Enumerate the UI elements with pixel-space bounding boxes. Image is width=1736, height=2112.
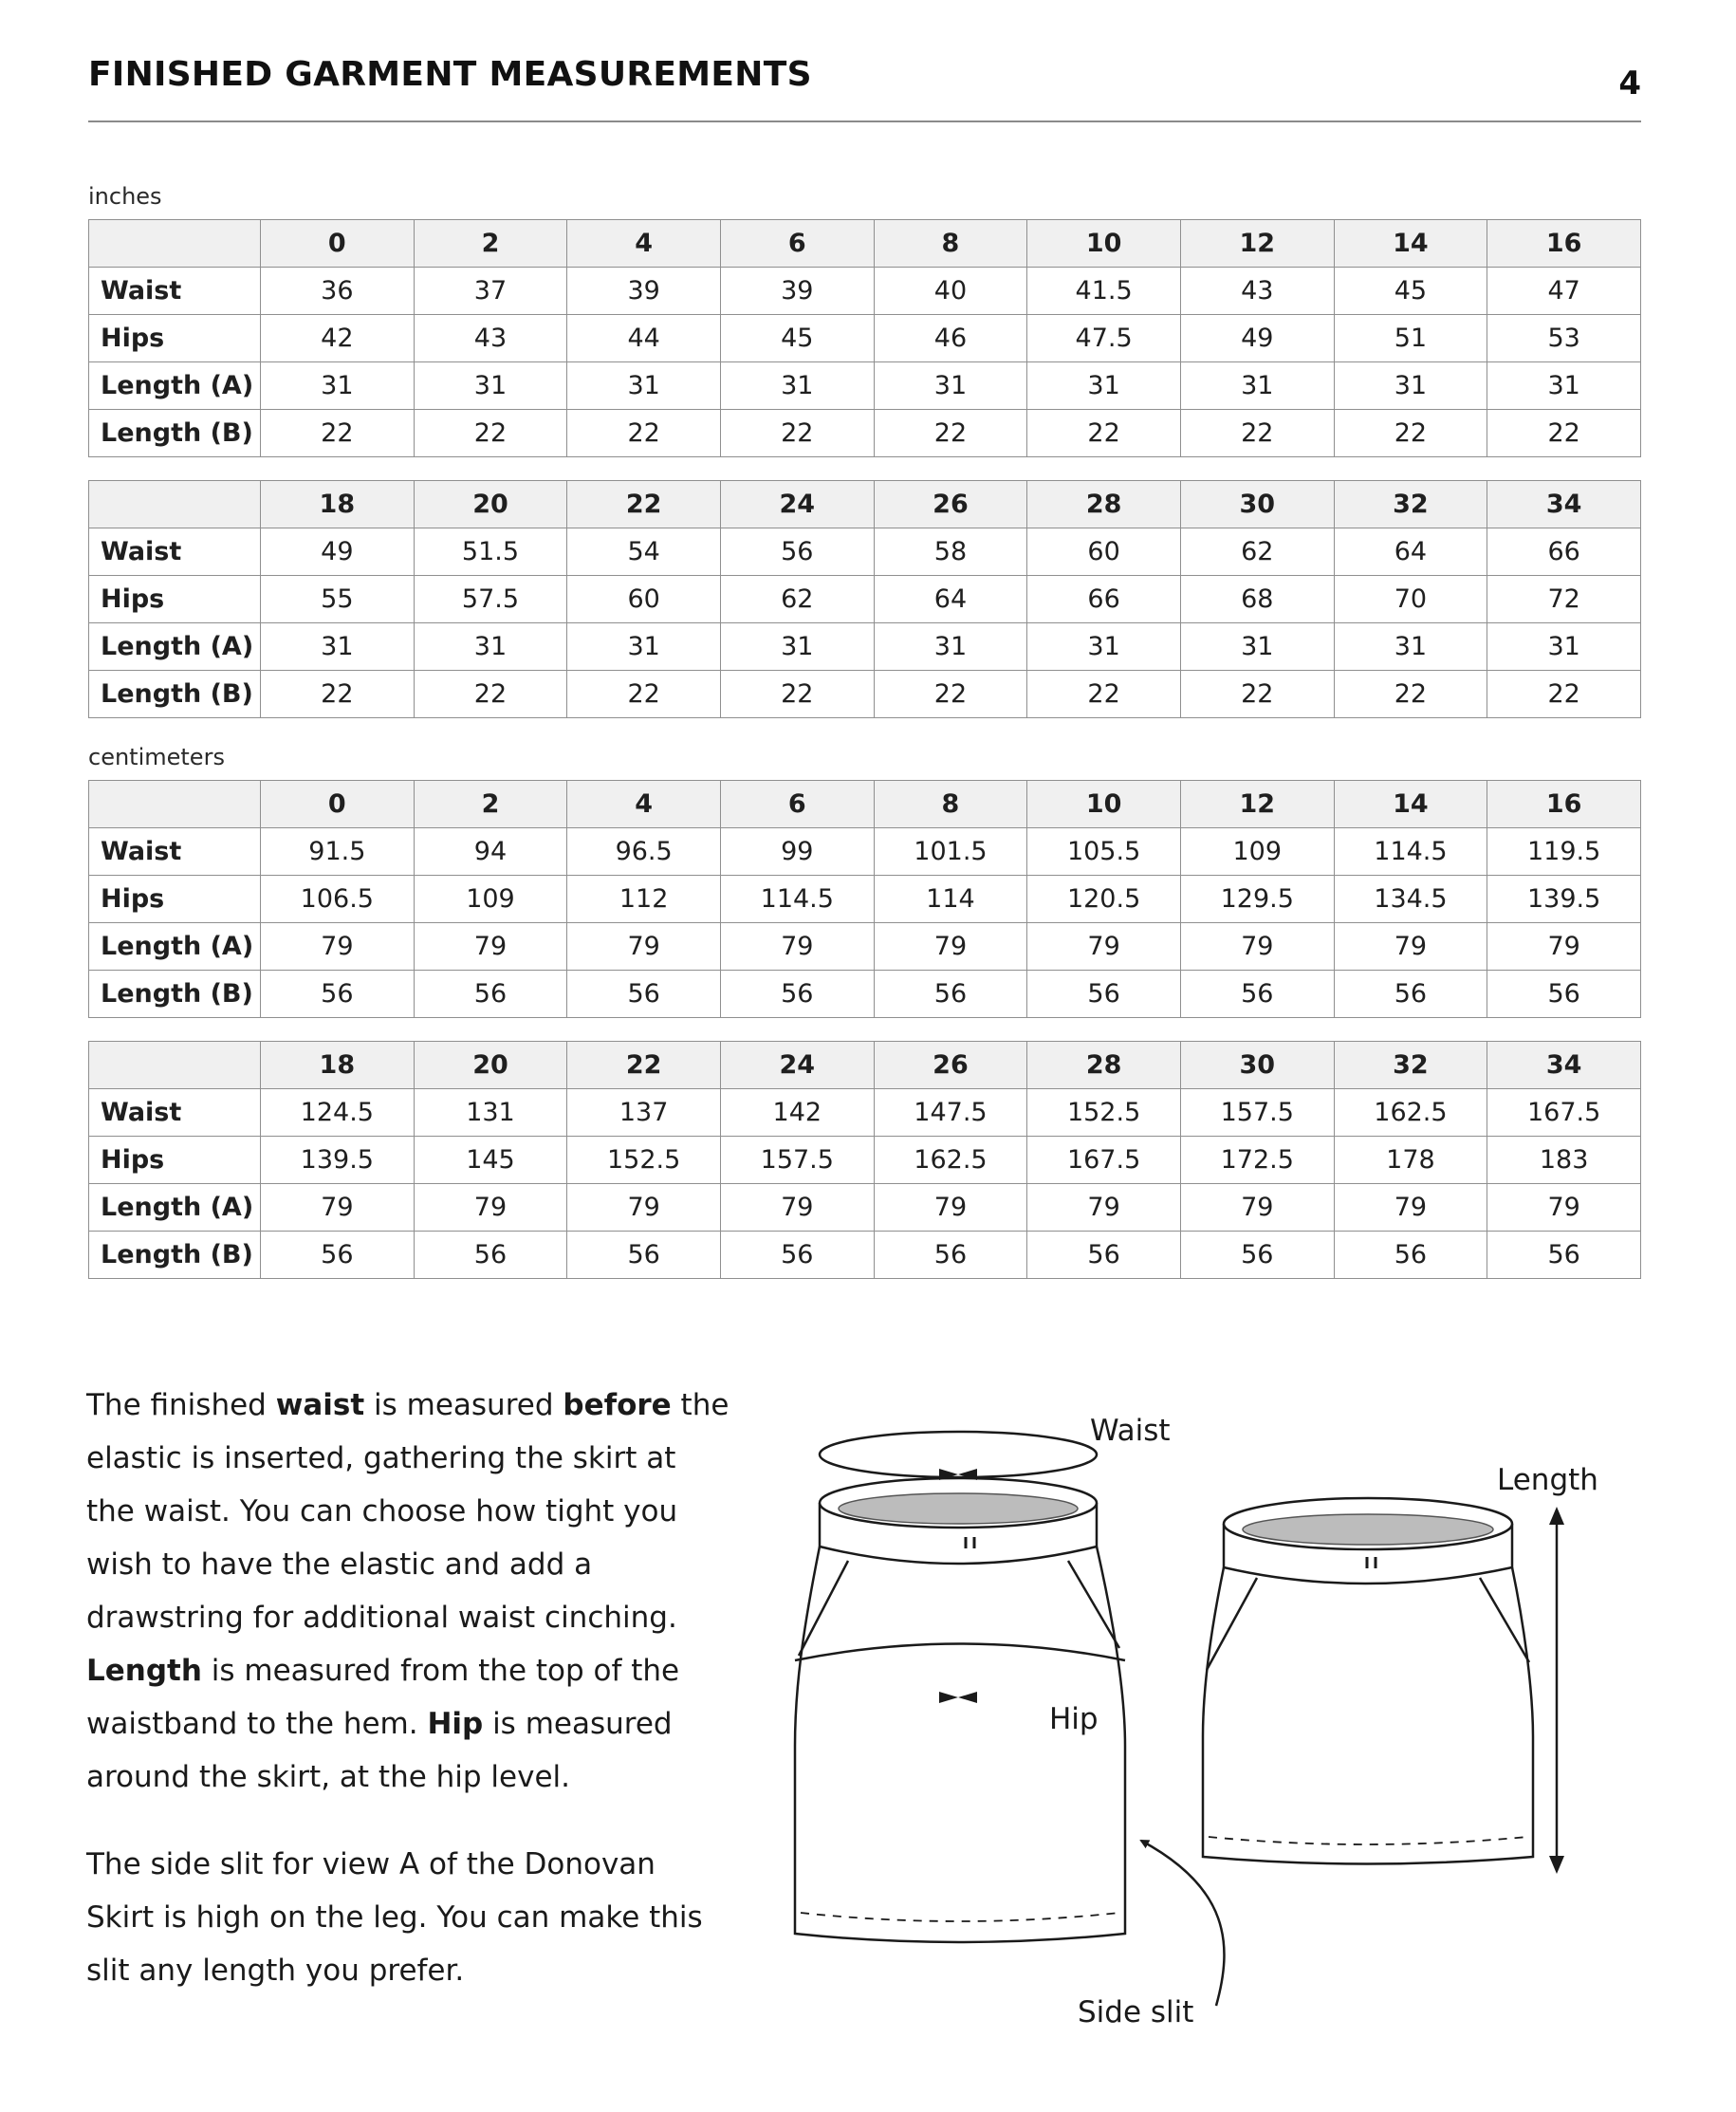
- size-header-cell: 14: [1334, 781, 1487, 828]
- measurement-cell: 79: [261, 1184, 415, 1232]
- measurement-cell: 157.5: [720, 1137, 874, 1184]
- size-header-cell: 30: [1180, 481, 1334, 528]
- measurement-cell: 49: [1180, 315, 1334, 362]
- measurement-cell: 142: [720, 1089, 874, 1137]
- measurement-cell: 44: [567, 315, 721, 362]
- text-run: is measured from the top of the waistband to the hem.: [86, 1654, 680, 1741]
- measurement-cell: 152.5: [1027, 1089, 1181, 1137]
- size-header-cell: 12: [1180, 220, 1334, 268]
- measurement-cell: 114: [874, 876, 1027, 923]
- measurement-cell: 56: [261, 971, 415, 1018]
- text-run: is measured: [364, 1388, 563, 1422]
- size-header-cell: 8: [874, 781, 1027, 828]
- measurement-cell: 114.5: [1334, 828, 1487, 876]
- measurement-cell: 79: [1027, 1184, 1181, 1232]
- measurement-cell: 94: [414, 828, 567, 876]
- measurement-cell: 145: [414, 1137, 567, 1184]
- measurement-cell: 45: [1334, 268, 1487, 315]
- measurement-cell: 109: [414, 876, 567, 923]
- page-title: FINISHED GARMENT MEASUREMENTS: [88, 55, 812, 94]
- measurement-cell: 139.5: [1487, 876, 1641, 923]
- size-header-cell: 4: [567, 220, 721, 268]
- measurement-cell: 139.5: [261, 1137, 415, 1184]
- measurement-cell: 22: [261, 410, 415, 457]
- measurement-cell: 56: [1180, 971, 1334, 1018]
- size-header-cell: 32: [1334, 481, 1487, 528]
- measurement-cell: 43: [1180, 268, 1334, 315]
- size-header-cell: 28: [1027, 481, 1181, 528]
- measurement-cell: 51.5: [414, 528, 567, 576]
- size-header-cell: 18: [261, 481, 415, 528]
- size-header-cell: 10: [1027, 220, 1181, 268]
- side-slit-arrow: [1141, 1841, 1224, 2006]
- measurement-cell: 60: [567, 576, 721, 623]
- measurement-cell: 79: [261, 923, 415, 971]
- measurement-cell: 91.5: [261, 828, 415, 876]
- size-header-cell: 8: [874, 220, 1027, 268]
- measurement-cell: 22: [414, 671, 567, 718]
- measurement-cell: 114.5: [720, 876, 874, 923]
- measurement-cell: 79: [567, 1184, 721, 1232]
- measurement-cell: 31: [1027, 362, 1181, 410]
- measurement-cell: 56: [874, 971, 1027, 1018]
- measurement-cell: 39: [720, 268, 874, 315]
- size-header-cell: 24: [720, 1042, 874, 1089]
- measurement-cell: 64: [1334, 528, 1487, 576]
- size-header-cell: 32: [1334, 1042, 1487, 1089]
- row-label: Length (A): [89, 623, 261, 671]
- hip-label: Hip: [1049, 1702, 1099, 1736]
- measurement-cell: 56: [720, 1232, 874, 1279]
- measurement-cell: 22: [1334, 410, 1487, 457]
- measurement-cell: 54: [567, 528, 721, 576]
- size-header-cell: 10: [1027, 781, 1181, 828]
- size-header-cell: 24: [720, 481, 874, 528]
- measurement-cell: 43: [414, 315, 567, 362]
- measurement-cell: 124.5: [261, 1089, 415, 1137]
- measurement-cell: 152.5: [567, 1137, 721, 1184]
- row-label: Length (B): [89, 671, 261, 718]
- measurement-cell: 162.5: [1334, 1089, 1487, 1137]
- measurement-cell: 79: [1180, 1184, 1334, 1232]
- measurement-cell: 79: [1487, 1184, 1641, 1232]
- measurement-cell: 56: [1027, 1232, 1181, 1279]
- measurement-cell: 57.5: [414, 576, 567, 623]
- size-header-cell: 22: [567, 481, 721, 528]
- measurement-cell: 31: [1027, 623, 1181, 671]
- measurement-cell: 31: [567, 362, 721, 410]
- size-header-cell: 2: [414, 220, 567, 268]
- size-header-cell: 12: [1180, 781, 1334, 828]
- measurement-cell: 56: [1027, 971, 1181, 1018]
- measurement-cell: 79: [567, 923, 721, 971]
- measurement-cell: 22: [567, 671, 721, 718]
- measurement-cell: 162.5: [874, 1137, 1027, 1184]
- measurement-cell: 56: [1334, 1232, 1487, 1279]
- measurement-cell: 36: [261, 268, 415, 315]
- measurement-cell: 79: [1180, 923, 1334, 971]
- measurement-cell: 79: [874, 1184, 1027, 1232]
- size-header-cell: 26: [874, 1042, 1027, 1089]
- text-run: The finished: [86, 1388, 276, 1422]
- measurement-cell: 79: [1334, 923, 1487, 971]
- measurement-cell: 22: [1180, 671, 1334, 718]
- row-label: Length (A): [89, 923, 261, 971]
- measurement-cell: 22: [1487, 671, 1641, 718]
- row-label: Length (B): [89, 410, 261, 457]
- size-header-cell: 20: [414, 1042, 567, 1089]
- measurement-cell: 55: [261, 576, 415, 623]
- measurement-cell: 22: [414, 410, 567, 457]
- measurement-cell: 22: [261, 671, 415, 718]
- size-header-cell: 34: [1487, 481, 1641, 528]
- size-header-cell: 18: [261, 1042, 415, 1089]
- measurement-cell: 56: [1334, 971, 1487, 1018]
- size-header-cell: 16: [1487, 220, 1641, 268]
- size-header-cell: 0: [261, 781, 415, 828]
- unit-label-inches: inches: [88, 183, 162, 210]
- skirt-view-a-illustration: [795, 1432, 1125, 1942]
- measurement-cell: 31: [1180, 362, 1334, 410]
- hip-arrows: [939, 1692, 977, 1703]
- measurement-cell: 22: [720, 671, 874, 718]
- measurement-cell: 56: [720, 528, 874, 576]
- measurement-cell: 22: [1180, 410, 1334, 457]
- row-label: Length (B): [89, 971, 261, 1018]
- measurement-cell: 112: [567, 876, 721, 923]
- measurement-cell: 64: [874, 576, 1027, 623]
- measurement-cell: 109: [1180, 828, 1334, 876]
- measurement-cell: 22: [1334, 671, 1487, 718]
- measurement-cell: 31: [874, 362, 1027, 410]
- measurement-cell: 72: [1487, 576, 1641, 623]
- measurement-cell: 40: [874, 268, 1027, 315]
- measurement-cell: 56: [1487, 1232, 1641, 1279]
- size-header-cell: 6: [720, 220, 874, 268]
- measurement-cell: 137: [567, 1089, 721, 1137]
- measurement-cell: 39: [567, 268, 721, 315]
- measurement-cell: 79: [1334, 1184, 1487, 1232]
- measurement-cell: 79: [1487, 923, 1641, 971]
- measurement-cell: 172.5: [1180, 1137, 1334, 1184]
- measurement-cell: 22: [874, 671, 1027, 718]
- measurement-cell: 46: [874, 315, 1027, 362]
- measurement-cell: 31: [414, 623, 567, 671]
- row-label: Hips: [89, 315, 261, 362]
- measurement-cell: 58: [874, 528, 1027, 576]
- measurement-cell: 41.5: [1027, 268, 1181, 315]
- measurement-cell: 79: [720, 1184, 874, 1232]
- measurement-cell: 167.5: [1487, 1089, 1641, 1137]
- measurement-cell: 47.5: [1027, 315, 1181, 362]
- measurement-cell: 31: [261, 623, 415, 671]
- text-run: is measured around the skirt, at the hip level.: [86, 1707, 673, 1794]
- measurement-cell: 120.5: [1027, 876, 1181, 923]
- measurement-cell: 183: [1487, 1137, 1641, 1184]
- row-label: Waist: [89, 528, 261, 576]
- measurement-cell: 31: [720, 362, 874, 410]
- measurement-cell: 60: [1027, 528, 1181, 576]
- row-label: Hips: [89, 876, 261, 923]
- measurement-cell: 47: [1487, 268, 1641, 315]
- size-header-cell: 4: [567, 781, 721, 828]
- measurement-cell: 31: [1180, 623, 1334, 671]
- length-label: Length: [1497, 1463, 1598, 1497]
- measurement-cell: 66: [1027, 576, 1181, 623]
- measurement-cell: 49: [261, 528, 415, 576]
- measurement-cell: 79: [874, 923, 1027, 971]
- side-slit-label: Side slit: [1078, 1995, 1194, 2029]
- measurement-cell: 96.5: [567, 828, 721, 876]
- measurement-cell: 51: [1334, 315, 1487, 362]
- measurement-cell: 37: [414, 268, 567, 315]
- measurement-cell: 147.5: [874, 1089, 1027, 1137]
- measurement-cell: 131: [414, 1089, 567, 1137]
- row-label: Length (B): [89, 1232, 261, 1279]
- measurement-cell: 56: [261, 1232, 415, 1279]
- page-number: 4: [1618, 65, 1641, 102]
- measurement-cell: 101.5: [874, 828, 1027, 876]
- measurement-cell: 56: [414, 1232, 567, 1279]
- measurement-cell: 42: [261, 315, 415, 362]
- size-header-cell: 26: [874, 481, 1027, 528]
- bold-term: Length: [86, 1654, 202, 1688]
- row-label: Hips: [89, 1137, 261, 1184]
- measurement-cell: 79: [414, 923, 567, 971]
- unit-label-centimeters: centimeters: [88, 744, 225, 770]
- measurement-cell: 62: [720, 576, 874, 623]
- measurement-cell: 178: [1334, 1137, 1487, 1184]
- measurement-cell: 45: [720, 315, 874, 362]
- bold-term: before: [563, 1388, 672, 1422]
- measurement-cell: 31: [1487, 362, 1641, 410]
- measurement-cell: 31: [1487, 623, 1641, 671]
- text-run: the elastic is inserted, gathering the skirt at the waist. You can choose how tight you wish to have the elastic and add a drawstring for additional waist cinching.: [86, 1388, 729, 1635]
- measurement-cell: 62: [1180, 528, 1334, 576]
- bold-term: waist: [275, 1388, 365, 1422]
- measurement-cell: 66: [1487, 528, 1641, 576]
- measurement-cell: 68: [1180, 576, 1334, 623]
- measurement-cell: 167.5: [1027, 1137, 1181, 1184]
- size-header-cell: 0: [261, 220, 415, 268]
- size-header-cell: 20: [414, 481, 567, 528]
- measurement-cell: 31: [567, 623, 721, 671]
- measurement-cell: 56: [414, 971, 567, 1018]
- measurement-cell: 56: [1487, 971, 1641, 1018]
- text-run: The side slit for view A of the Donovan Skirt is high on the leg. You can make this slit any length you prefer.: [86, 1847, 703, 1988]
- measurement-cell: 22: [567, 410, 721, 457]
- measurement-cell: 56: [720, 971, 874, 1018]
- size-header-cell: 28: [1027, 1042, 1181, 1089]
- size-header-cell: 22: [567, 1042, 721, 1089]
- measurement-cell: 31: [1334, 362, 1487, 410]
- row-label: Length (A): [89, 1184, 261, 1232]
- measurement-cell: 31: [414, 362, 567, 410]
- size-header-cell: 30: [1180, 1042, 1334, 1089]
- bold-term: Hip: [427, 1707, 484, 1741]
- measurement-cell: 22: [874, 410, 1027, 457]
- measurement-cell: 134.5: [1334, 876, 1487, 923]
- size-header-cell: 16: [1487, 781, 1641, 828]
- row-label: Waist: [89, 828, 261, 876]
- measurement-cell: 22: [720, 410, 874, 457]
- measurement-cell: 129.5: [1180, 876, 1334, 923]
- measurement-cell: 119.5: [1487, 828, 1641, 876]
- length-arrow: [1549, 1507, 1564, 1874]
- measurement-cell: 56: [1180, 1232, 1334, 1279]
- measurement-cell: 105.5: [1027, 828, 1181, 876]
- measurement-cell: 79: [414, 1184, 567, 1232]
- size-header-cell: 34: [1487, 1042, 1641, 1089]
- measurement-cell: 22: [1027, 671, 1181, 718]
- measurement-cell: 79: [1027, 923, 1181, 971]
- row-label: Waist: [89, 1089, 261, 1137]
- measurement-cell: 31: [874, 623, 1027, 671]
- measurement-cell: 79: [720, 923, 874, 971]
- measurement-cell: 31: [720, 623, 874, 671]
- measurement-cell: 106.5: [261, 876, 415, 923]
- measurement-cell: 53: [1487, 315, 1641, 362]
- skirt-view-b-illustration: [1203, 1498, 1533, 1864]
- row-label: Waist: [89, 268, 261, 315]
- measurement-cell: 22: [1487, 410, 1641, 457]
- measurement-cell: 31: [261, 362, 415, 410]
- measurement-cell: 56: [874, 1232, 1027, 1279]
- measurement-cell: 56: [567, 971, 721, 1018]
- row-label: Hips: [89, 576, 261, 623]
- measurement-cell: 70: [1334, 576, 1487, 623]
- measurement-cell: 157.5: [1180, 1089, 1334, 1137]
- row-label: Length (A): [89, 362, 261, 410]
- size-header-cell: 6: [720, 781, 874, 828]
- measurement-cell: 99: [720, 828, 874, 876]
- waist-label: Waist: [1090, 1414, 1171, 1448]
- size-header-cell: 2: [414, 781, 567, 828]
- measurement-cell: 31: [1334, 623, 1487, 671]
- measurement-cell: 22: [1027, 410, 1181, 457]
- measurement-cell: 56: [567, 1232, 721, 1279]
- size-header-cell: 14: [1334, 220, 1487, 268]
